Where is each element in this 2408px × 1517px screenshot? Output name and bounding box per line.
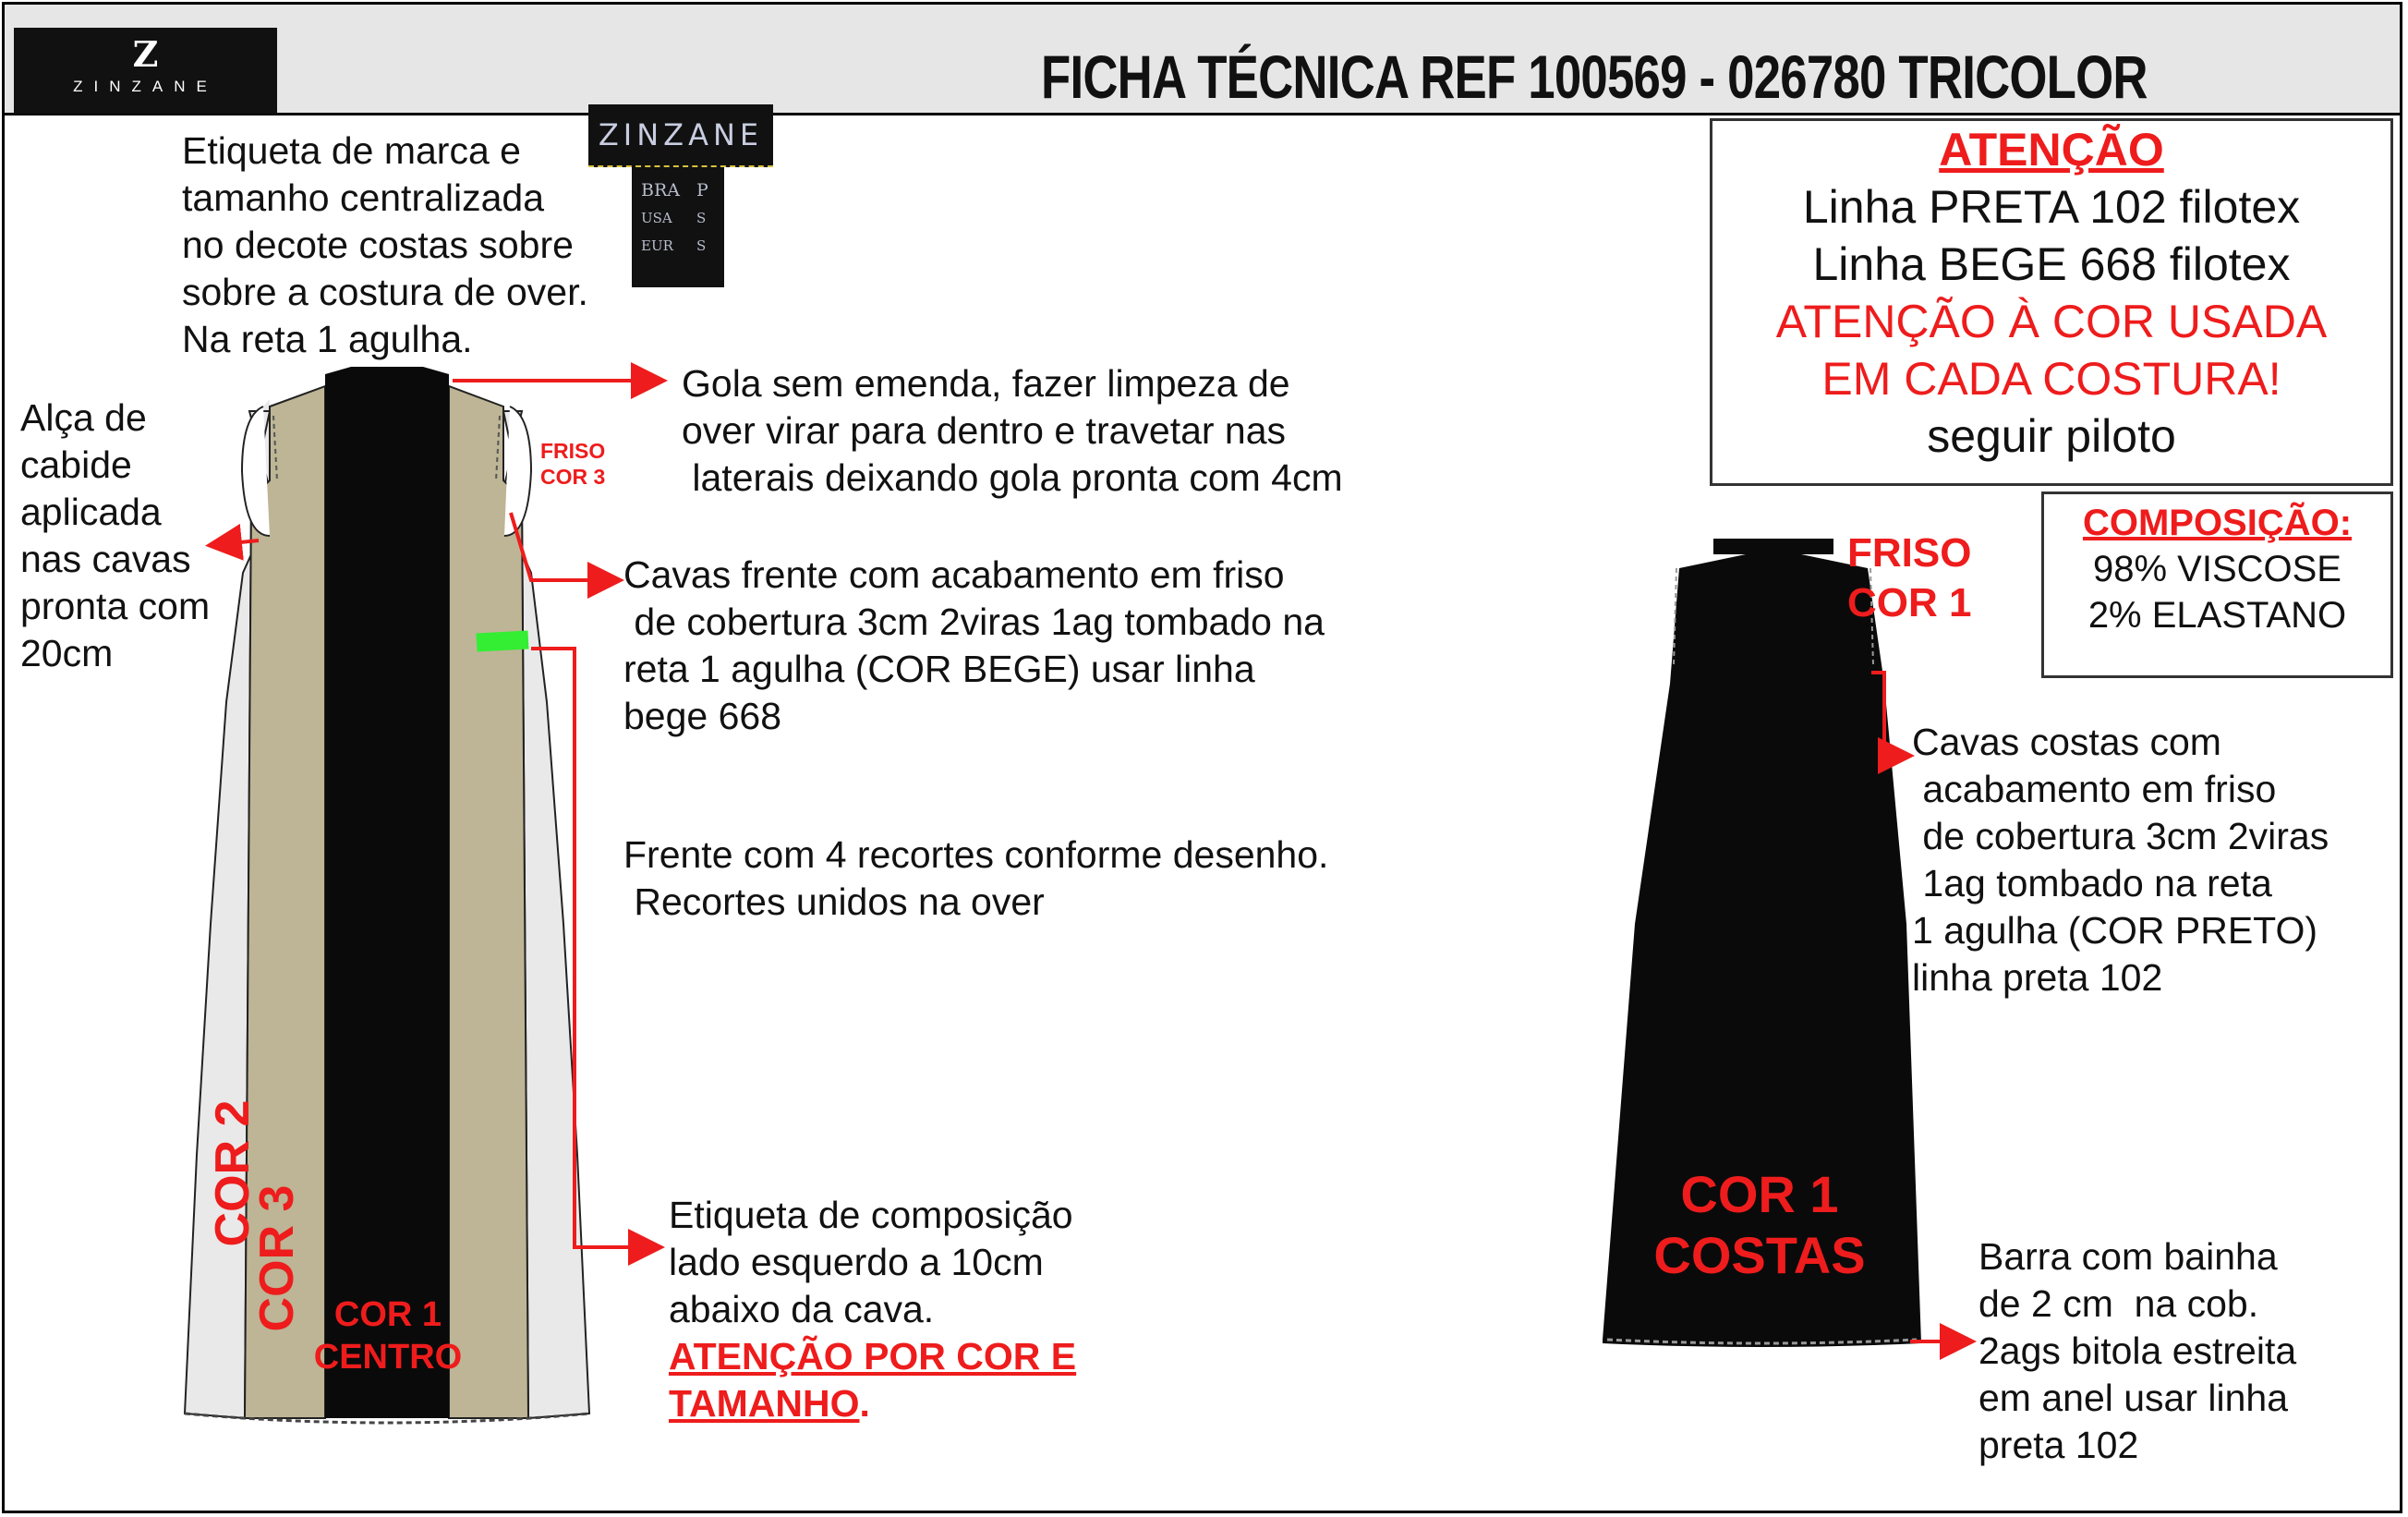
attention-line-1: Linha PRETA 102 filotex [1802,181,2301,233]
tag-brand: ZINZANE [598,117,764,152]
composition-box [2041,492,2393,678]
attention-line-4: EM CADA COSTURA! [1821,353,2281,405]
page-title: FICHA TÉCNICA REF 100569 - 026780 TRICOLOR [1041,42,2148,111]
brand-name: ZINZANE [73,78,218,95]
note-front-cuts: Frente com 4 recortes conforme desenho. Recortes unidos na over [623,833,1329,923]
front-view [185,367,589,1423]
note-back-armholes: Cavas costas com acabamento em friso de cobertura 3cm 2viras 1ag tombado na reta 1 agulha (COR PRETO) linha preta 102 [1912,721,2329,999]
cor1-back-label: COR 1 COSTAS [1653,1165,1866,1284]
attention-line-3: ATENÇÃO À COR USADA [1775,296,2328,347]
brand-mark: Z [132,33,159,75]
composition-line-1: 98% VISCOSE [2092,549,2341,589]
note-hem: Barra com bainha de 2 cm na cob. 2ags bitola estreita em anel usar linha preta 102 [1978,1235,2297,1466]
tag-country-usa: USA [641,210,672,226]
back-collar [1713,539,1833,554]
note-front-armholes: Cavas frente com acabamento em friso de cobertura 3cm 2viras 1ag tombado na reta 1 agulha (COR BEGE) usar linha bege 668 [623,553,1325,737]
note-collar: Gola sem emenda, fazer limpeza de over virar para dentro e travetar nas laterais deixando gola pronta com 4cm [682,362,1343,499]
note-composition-warning-1: ATENÇÃO POR COR E [669,1335,1077,1377]
friso-back-label: FRISO COR 1 [1847,530,1972,625]
tag-size-s2: S [696,237,707,254]
note-hanger-loop: Alça de cabide aplicada nas cavas pronta com 20cm [20,396,211,674]
front-panel-black-center [325,367,449,1418]
cor3-label: COR 3 [250,1184,304,1332]
note-composition-label: Etiqueta de composição lado esquerdo a 10cm abaixo da cava. [669,1194,1073,1330]
cor2-label: COR 2 [206,1099,260,1247]
attention-title: ATENÇÃO [1939,124,2164,176]
tag-country-bra: BRA [641,180,680,200]
attention-box [1710,118,2393,486]
composition-label-marker [477,631,529,652]
friso-front-label: FRISO COR 3 [540,439,606,489]
composition-line-2: 2% ELASTANO [2087,595,2347,636]
arrow-front-armhole [511,513,617,580]
composition-title: COMPOSIÇÃO: [2082,503,2353,543]
tag-size-p: P [696,180,708,200]
note-brand-label: Etiqueta de marca e tamanho centralizada no decote costas sobre sobre a costura de over. Na reta 1 agulha. [182,129,588,360]
attention-line-5: seguir piloto [1927,410,2176,462]
tag-size-s1: S [696,210,707,226]
tag-country-eur: EUR [641,237,673,254]
note-composition-warning-2: TAMANHO. [669,1382,870,1425]
cor1-center-label: COR 1 CENTRO [313,1295,463,1377]
front-panel-beige-right [449,386,528,1418]
attention-line-2: Linha BEGE 668 filotex [1812,238,2291,290]
